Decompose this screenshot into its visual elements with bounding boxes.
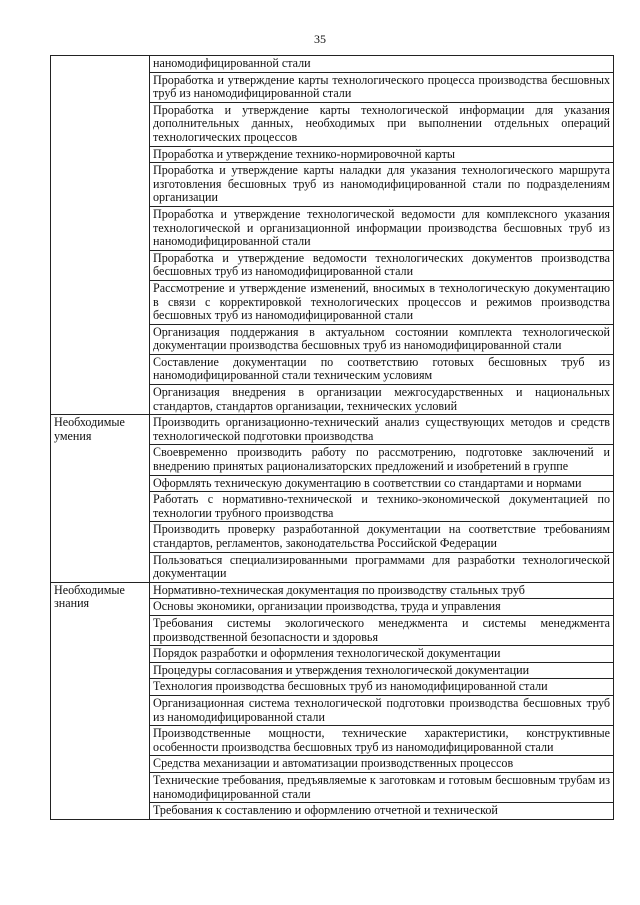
list-item: Проработка и утверждение карты наладки для указания технологического маршрута изготовления бесшовных труб из наномодифицированной стали по подразделениям организации [150,163,614,207]
list-item: Процедуры согласования и утверждения технологической документации [150,662,614,679]
list-item: Требования системы экологического менеджмента и системы менеджмента производственной безопасности и здоровья [150,615,614,645]
competency-table [50,55,614,820]
list-item: Организационная система технологической подготовки производства бесшовных труб из наномодифицированной стали [150,695,614,725]
list-item: Организация внедрения в организации межгосударственных и национальных стандартов, стандартов организации, технических условий [150,385,614,415]
list-item: Проработка и утверждение технико-нормировочной карты [150,146,614,163]
list-item: Средства механизации и автоматизации производственных процессов [150,756,614,773]
list-item: Работать с нормативно-технической и технико-экономической документацией по технологии трубного производства [150,492,614,522]
section-label: Необходимые умения [51,415,150,583]
list-item: Технология производства бесшовных труб из наномодифицированной стали [150,679,614,696]
page-number: 35 [314,32,326,46]
list-item: Оформлять техническую документацию в соответствии со стандартами и нормами [150,475,614,492]
list-item: Производственные мощности, технические характеристики, конструктивные особенности производства бесшовных труб из наномодифицированной стали [150,726,614,756]
table-row [51,56,614,73]
list-item: Производить организационно-технический анализ существующих методов и средств технологической подготовки производства [150,415,614,445]
list-item: наномодифицированной стали [150,56,614,73]
list-item: Производить проверку разработанной документации на соответствие требованиям стандартов, регламентов, законодательства Российской Федерации [150,522,614,552]
list-item: Организация поддержания в актуальном состоянии комплекта технологической документации производства бесшовных труб из наномодифицированной стали [150,324,614,354]
list-item: Проработка и утверждение технологической ведомости для комплексного указания технологической и организационной информации производства бесшовных труб из наномодифицированной стали [150,206,614,250]
list-item: Порядок разработки и оформления технологической документации [150,646,614,663]
table-row [51,415,614,445]
section-label [51,56,150,415]
list-item: Требования к составлению и оформлению отчетной и технической [150,803,614,820]
list-item: Рассмотрение и утверждение изменений, вносимых в технологическую документацию в связи с корректировкой технологических процессов и режимов производства бесшовных труб из наномодифицированной стали [150,280,614,324]
section-label: Необходимые знания [51,582,150,819]
list-item: Пользоваться специализированными программами для разработки технологической документации [150,552,614,582]
list-item: Основы экономики, организации производства, труда и управления [150,599,614,616]
list-item: Проработка и утверждение карты технологической информации для указания дополнительных данных, необходимых при выполнении отдельных операций технологических процессов [150,102,614,146]
table-row [51,582,614,599]
list-item: Своевременно производить работу по рассмотрению, подготовке заключений и внедрению принятых рационализаторских предложений и изобретений в группе [150,445,614,475]
list-item: Нормативно-техническая документация по производству стальных труб [150,582,614,599]
list-item: Проработка и утверждение ведомости технологических документов производства бесшовных труб из наномодифицированной стали [150,250,614,280]
list-item: Проработка и утверждение карты технологического процесса производства бесшовных труб из наномодифицированной стали [150,72,614,102]
list-item: Составление документации по соответствию готовых бесшовных труб из наномодифицированной стали техническим условиям [150,354,614,384]
list-item: Технические требования, предъявляемые к заготовкам и готовым бесшовным трубам из наномодифицированной стали [150,772,614,802]
